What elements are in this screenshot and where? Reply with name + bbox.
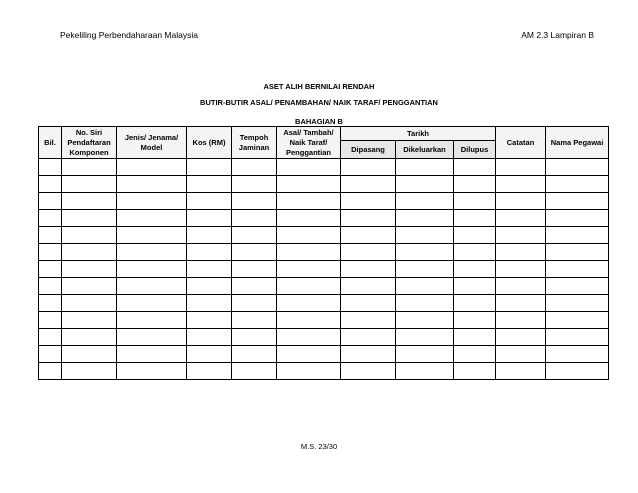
table-cell [62, 261, 117, 278]
table-cell [496, 244, 546, 261]
col-header-catatan: Catatan [496, 127, 546, 159]
col-header-asal-line1: Asal/ Tambah/ [283, 127, 334, 137]
table-cell [39, 244, 62, 261]
table-cell [62, 278, 117, 295]
table-cell [232, 244, 277, 261]
col-header-jenis [117, 127, 187, 159]
table-cell [117, 312, 187, 329]
table-row [39, 159, 609, 176]
table-row [39, 210, 609, 227]
table-cell [277, 295, 341, 312]
table-cell [39, 295, 62, 312]
table-cell [232, 312, 277, 329]
table-cell [232, 346, 277, 363]
table-cell [341, 312, 396, 329]
table-cell [454, 278, 496, 295]
table-cell [117, 193, 187, 210]
table-cell [277, 227, 341, 244]
table-cell [117, 244, 187, 261]
table-cell [232, 176, 277, 193]
col-header-tarikh: Tarikh [341, 127, 496, 141]
table-cell [341, 363, 396, 380]
table-cell [546, 244, 609, 261]
table-cell [496, 261, 546, 278]
table-cell [62, 227, 117, 244]
table-cell [454, 244, 496, 261]
table-cell [454, 193, 496, 210]
table-cell [496, 210, 546, 227]
table-cell [341, 210, 396, 227]
header-left-text: Pekeliling Perbendaharaan Malaysia [60, 30, 198, 40]
table-cell [277, 346, 341, 363]
table-cell [187, 278, 232, 295]
table-cell [496, 278, 546, 295]
table-cell [454, 346, 496, 363]
col-header-asal-line3: Penggantian [285, 147, 331, 157]
table-row [39, 295, 609, 312]
table-cell [496, 363, 546, 380]
table-cell [277, 312, 341, 329]
table-cell [62, 363, 117, 380]
table-cell [62, 176, 117, 193]
table-cell [39, 159, 62, 176]
table-cell [187, 176, 232, 193]
table-cell [277, 278, 341, 295]
table-cell [117, 159, 187, 176]
table-cell [546, 329, 609, 346]
col-header-dikeluarkan: Dikeluarkan [396, 141, 454, 159]
table-cell [277, 363, 341, 380]
page-number: M.S. 23/30 [300, 442, 338, 451]
table-cell [454, 176, 496, 193]
table-body [39, 127, 609, 380]
table-cell [454, 295, 496, 312]
table-cell [546, 312, 609, 329]
table-cell [396, 244, 454, 261]
table-cell [187, 295, 232, 312]
table-cell [396, 329, 454, 346]
table-cell [396, 312, 454, 329]
table-cell [396, 278, 454, 295]
table-cell [187, 193, 232, 210]
table-cell [117, 210, 187, 227]
table-cell [396, 227, 454, 244]
table-cell [496, 227, 546, 244]
table-cell [39, 312, 62, 329]
table-row [39, 363, 609, 380]
table-cell [117, 278, 187, 295]
table-cell [62, 210, 117, 227]
table-row [39, 176, 609, 193]
table-cell [546, 363, 609, 380]
table-cell [341, 329, 396, 346]
table-row [39, 346, 609, 363]
col-header-no-siri-line3: Komponen [69, 147, 109, 157]
col-header-jenis-line2: Model [140, 142, 163, 152]
table-cell [39, 227, 62, 244]
col-header-no-siri-line2: Pendaftaran [67, 137, 111, 147]
table-cell [232, 295, 277, 312]
table-row [39, 329, 609, 346]
table-cell [341, 176, 396, 193]
table-cell [341, 159, 396, 176]
header-row [39, 127, 609, 141]
table-cell [454, 329, 496, 346]
document-subtitle: BUTIR-BUTIR ASAL/ PENAMBAHAN/ NAIK TARAF/ PENGGANTIAN [200, 98, 438, 107]
table-cell [62, 346, 117, 363]
table-cell [39, 363, 62, 380]
table-cell [546, 346, 609, 363]
table-cell [496, 295, 546, 312]
table-cell [62, 244, 117, 261]
section-title: BAHAGIAN B [295, 117, 343, 126]
table-cell [187, 329, 232, 346]
table-cell [117, 295, 187, 312]
table-cell [341, 278, 396, 295]
table-cell [496, 346, 546, 363]
table-cell [496, 159, 546, 176]
table-cell [187, 261, 232, 278]
table-row [39, 278, 609, 295]
col-header-no-siri [62, 127, 117, 159]
table-cell [232, 363, 277, 380]
table-cell [62, 159, 117, 176]
table-cell [232, 261, 277, 278]
table-cell [341, 346, 396, 363]
table-cell [454, 363, 496, 380]
table-cell [62, 295, 117, 312]
table-cell [546, 261, 609, 278]
table-cell [117, 227, 187, 244]
table-cell [396, 176, 454, 193]
table-cell [187, 227, 232, 244]
table-cell [341, 261, 396, 278]
col-header-tempoh-line1: Tempoh [239, 132, 269, 142]
table-cell [341, 193, 396, 210]
table-cell [187, 312, 232, 329]
table-cell [39, 278, 62, 295]
table-cell [39, 261, 62, 278]
table-cell [496, 329, 546, 346]
col-header-bil: Bil. [39, 127, 62, 159]
table-cell [341, 227, 396, 244]
header-right-text: AM 2.3 Lampiran B [521, 30, 594, 40]
table-cell [117, 261, 187, 278]
table-cell [117, 329, 187, 346]
table-cell [496, 176, 546, 193]
table-cell [39, 176, 62, 193]
table-cell [546, 193, 609, 210]
table-cell [117, 363, 187, 380]
table-cell [232, 193, 277, 210]
table-cell [454, 210, 496, 227]
table-cell [62, 329, 117, 346]
table-cell [277, 329, 341, 346]
table-cell [39, 329, 62, 346]
col-header-nama-pegawai: Nama Pegawai [546, 127, 609, 159]
table-cell [232, 227, 277, 244]
col-header-jenis-line1: Jenis/ Jenama/ [124, 132, 179, 142]
table-cell [454, 261, 496, 278]
col-header-kos: Kos (RM) [187, 127, 232, 159]
table-cell [187, 363, 232, 380]
table-cell [62, 193, 117, 210]
table-cell [454, 159, 496, 176]
table-cell [396, 193, 454, 210]
table-cell [232, 210, 277, 227]
table-cell [187, 210, 232, 227]
table-cell [277, 176, 341, 193]
table-cell [232, 159, 277, 176]
table-cell [546, 278, 609, 295]
table-cell [232, 329, 277, 346]
table-cell [277, 159, 341, 176]
table-cell [396, 210, 454, 227]
table-cell [187, 346, 232, 363]
table-cell [277, 261, 341, 278]
table-cell [277, 244, 341, 261]
table-cell [39, 193, 62, 210]
table-cell [546, 159, 609, 176]
table-cell [546, 210, 609, 227]
table-cell [496, 193, 546, 210]
table-cell [341, 295, 396, 312]
table-row [39, 261, 609, 278]
table-cell [546, 227, 609, 244]
table-cell [396, 261, 454, 278]
asset-register-table [38, 126, 609, 380]
table-cell [396, 346, 454, 363]
table-cell [546, 176, 609, 193]
col-header-dipasang: Dipasang [341, 141, 396, 159]
table-row [39, 244, 609, 261]
col-header-tempoh-line2: Jaminan [238, 142, 270, 152]
table-cell [546, 295, 609, 312]
col-header-asal [277, 127, 341, 159]
table-cell [117, 176, 187, 193]
table-cell [39, 210, 62, 227]
table-cell [454, 312, 496, 329]
table-row [39, 193, 609, 210]
table-cell [187, 244, 232, 261]
table-cell [341, 244, 396, 261]
col-header-no-siri-line1: No. Siri [75, 127, 103, 137]
table-cell [277, 193, 341, 210]
table-cell [496, 312, 546, 329]
table-cell [454, 227, 496, 244]
table-row [39, 312, 609, 329]
table-cell [396, 159, 454, 176]
col-header-dilupus: Dilupus [454, 141, 496, 159]
col-header-asal-line2: Naik Taraf/ [289, 137, 328, 147]
table-cell [277, 210, 341, 227]
table-cell [396, 295, 454, 312]
table-cell [117, 346, 187, 363]
table-cell [187, 159, 232, 176]
table-cell [232, 278, 277, 295]
col-header-tempoh [232, 127, 277, 159]
table-cell [62, 312, 117, 329]
table-row [39, 227, 609, 244]
table-cell [396, 363, 454, 380]
document-title: ASET ALIH BERNILAI RENDAH [263, 82, 375, 91]
table-cell [39, 346, 62, 363]
